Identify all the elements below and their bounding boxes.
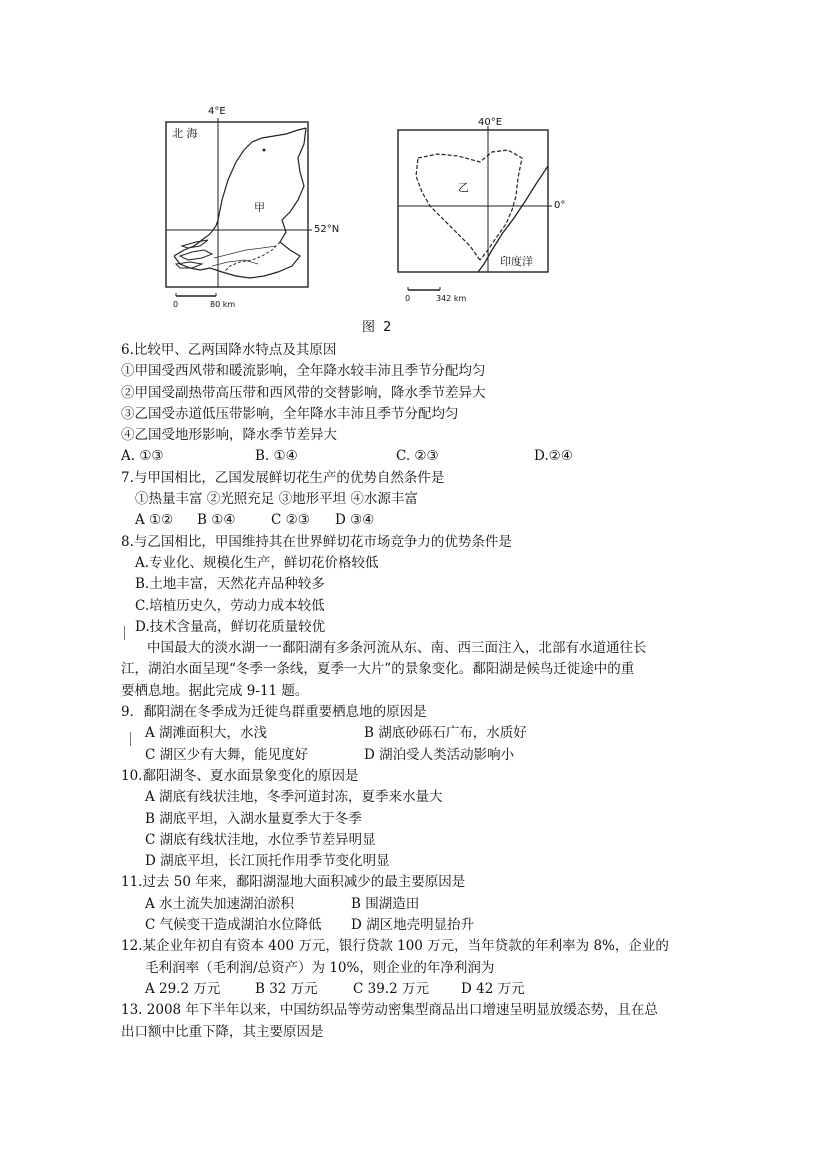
q12-option-a[interactable]: A 29.2 万元 (145, 980, 221, 997)
q9-option-c[interactable]: C 湖区少有大舞，能见度好 (145, 746, 309, 763)
country-yi-label: 乙 (458, 181, 469, 194)
right-scale-value: 342 km (436, 294, 467, 303)
delta-island (182, 240, 208, 248)
q6-options (121, 446, 711, 467)
q11-option-a[interactable]: A 水土流失加速湖泊淤积 (145, 895, 295, 912)
q9-options-row-2 (121, 745, 711, 766)
q6-statement-3: ③乙国受赤道低压带影响，全年降水丰沛且季节分配均匀 (121, 405, 459, 422)
q10-option-a[interactable]: A 湖底有线状洼地，冬季河道封冻，夏季来水量大 (145, 789, 443, 806)
river (214, 246, 276, 258)
q8-option-b[interactable]: B.土地丰富，天然花卉品种较多 (135, 576, 325, 593)
q12-option-d[interactable]: D 42 万元 (461, 980, 525, 997)
question-text (121, 340, 711, 1043)
q7-items: ①热量丰富 ②光照充足 ③地形平坦 ④水源丰富 (135, 491, 418, 508)
passage-line-3: 要栖息地。据此完成 9-11 题。 (121, 682, 309, 699)
q12-stem-line-1: 12.某企业年初自有资本 400 万元，银行贷款 100 万元，当年贷款的年利率为 8%，企业的 (121, 938, 669, 955)
q13-stem-line-2: 出口额中比重下降，其主要原因是 (121, 1023, 324, 1040)
delta-island (180, 250, 212, 260)
ocean-label: 印度洋 (500, 255, 533, 268)
q7-stem: 7.与甲国相比，乙国发展鲜切花生产的优势自然条件是 (121, 469, 445, 486)
q8-option-a[interactable]: A.专业化、规模化生产，鲜切花价格较低 (135, 554, 379, 571)
q12-options (121, 979, 711, 1000)
figure-caption: 图 2 (362, 320, 394, 335)
q11-option-d[interactable]: D 湖区地壳明显抬升 (351, 917, 475, 934)
q10-option-d[interactable]: D 湖底平坦，长江顶托作用季节变化明显 (145, 853, 390, 870)
q11-option-b[interactable]: B 围湖造田 (351, 895, 420, 912)
figure-2 (140, 100, 590, 338)
q6-option-c[interactable]: C. ②③ (396, 448, 439, 465)
q9-options-row-1 (121, 723, 711, 744)
map-figure-drawing (140, 100, 590, 338)
q9-stem: 9．鄱阳湖在冬季成为迁徙鸟群重要栖息地的原因是 (121, 704, 427, 721)
scan-margin-mark (124, 626, 125, 640)
q11-stem: 11.过去 50 年来，鄱阳湖湿地大面积减少的最主要原因是 (121, 874, 466, 891)
right-longitude-label: 40°E (478, 117, 503, 128)
q7-option-c[interactable]: C ②③ (271, 512, 310, 529)
passage-line-1: 中国最大的淡水湖一一鄱阳湖有多条河流从东、南、西三面注入，北部有水道通往长 (147, 640, 647, 657)
country-jia-label: 甲 (254, 201, 265, 214)
q6-statement-1: ①甲国受西风带和暖流影响，全年降水较丰沛且季节分配均匀 (121, 363, 486, 380)
right-latitude-label: 0° (554, 200, 566, 211)
q6-option-b[interactable]: B. ①④ (255, 448, 298, 465)
q7-option-d[interactable]: D ③④ (335, 512, 375, 529)
q6-statement-2: ②甲国受副热带高压带和西风带的交替影响，降水季节差异大 (121, 384, 486, 401)
q12-option-c[interactable]: C 39.2 万元 (353, 980, 429, 997)
q9-option-d[interactable]: D 湖泊受人类活动影响小 (364, 746, 515, 763)
right-scale-zero: 0 (405, 294, 411, 303)
q11-options-row-1 (121, 894, 711, 915)
q12-stem-line-2: 毛利润率（毛利润/总资产）为 10%，则企业的年净利润为 (145, 959, 495, 976)
q10-option-b[interactable]: B 湖底平坦，入湖水量夏季大于冬季 (145, 810, 362, 827)
country-jia-outline (174, 128, 306, 278)
left-latitude-label: 52°N (314, 224, 340, 235)
sea-label: 北 海 (172, 127, 198, 140)
left-scale-value: 80 km (210, 300, 236, 309)
q8-option-d[interactable]: D.技术含量高，鲜切花质量较优 (135, 618, 326, 635)
q13-stem-line-1: 13. 2008 年下半年以来，中国纺织品等劳动密集型商品出口增速呈明显放缓态势，且在总 (121, 1002, 658, 1019)
q7-option-b[interactable]: B ①④ (197, 512, 236, 529)
q12-option-b[interactable]: B 32 万元 (255, 980, 318, 997)
q6-option-d[interactable]: D.②④ (534, 448, 573, 465)
river (212, 260, 258, 266)
q7-option-a[interactable]: A ①② (135, 512, 174, 529)
city-dot (263, 149, 266, 152)
q8-stem: 8.与乙国相比，甲国维持其在世界鲜切花市场竞争力的优势条件是 (121, 533, 512, 550)
q7-options (121, 510, 711, 531)
q10-option-c[interactable]: C 湖底有线状洼地，水位季节差异明显 (145, 831, 376, 848)
left-scale-zero: 0 (173, 300, 179, 309)
q6-stem: 6.比较甲、乙两国降水特点及其原因 (121, 342, 337, 358)
q8-option-c[interactable]: C.培植历史久，劳动力成本较低 (135, 597, 325, 614)
scan-margin-mark (130, 732, 131, 746)
passage-line-2: 江，湖泊水面呈现“冬季一条线，夏季一大片”的景象变化。鄱阳湖是候鸟迁徙途中的重 (121, 661, 635, 678)
country-yi-outline (416, 150, 522, 260)
left-longitude-label: 4°E (208, 106, 226, 117)
q9-option-b[interactable]: B 湖底砂砾石广布，水质好 (364, 725, 527, 742)
q6-statement-4: ④乙国受地形影响，降水季节差异大 (121, 427, 337, 444)
q11-options-row-2 (121, 915, 711, 936)
q6-option-a[interactable]: A. ①③ (121, 448, 164, 465)
q10-stem: 10.鄱阳湖冬、夏水面景象变化的原因是 (121, 767, 359, 784)
q9-option-a[interactable]: A 湖滩面积大，水浅 (145, 725, 268, 742)
q11-option-c[interactable]: C 气候变干造成湖泊水位降低 (145, 917, 322, 934)
